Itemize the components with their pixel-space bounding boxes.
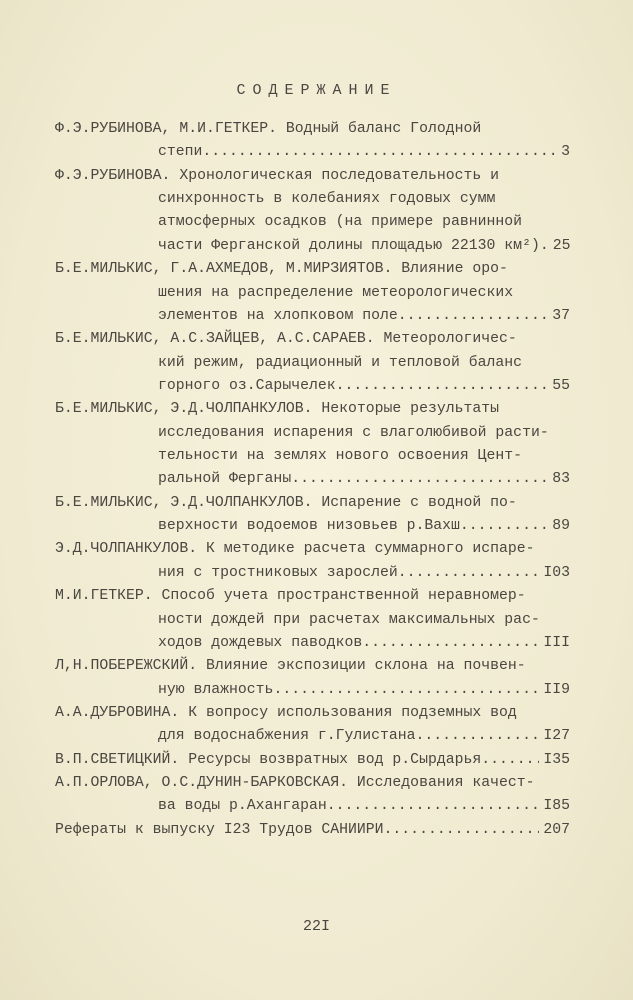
entry-page-number: 3 xyxy=(561,144,570,161)
toc-entry-line xyxy=(55,258,570,281)
toc-entry-line xyxy=(55,305,570,328)
toc-entry-line xyxy=(55,211,570,234)
contents-heading: СОДЕРЖАНИЕ xyxy=(236,82,397,99)
toc-entry-line xyxy=(55,118,570,141)
toc-entry-line xyxy=(55,772,570,795)
toc-entry xyxy=(55,702,570,749)
entry-text: А.П.ОРЛОВА, О.С.ДУНИН-БАРКОВСКАЯ. Исследования качест- xyxy=(55,775,535,792)
entry-page-number: III xyxy=(543,634,570,651)
dot-leader xyxy=(481,749,539,772)
entry-text: исследования испарения с влаголюбивой расти- xyxy=(158,424,549,441)
entry-text: ния с тростниковых зарослей xyxy=(158,564,398,581)
toc-entry xyxy=(55,118,570,165)
entry-text: ральной Ферганы xyxy=(158,471,292,488)
toc-entry-line xyxy=(55,165,570,188)
entry-text: Б.Е.МИЛЬКИС, Э.Д.ЧОЛПАНКУЛОВ. Некоторые результаты xyxy=(55,401,499,418)
entry-page-number: I03 xyxy=(543,564,570,581)
entry-page-number: II9 xyxy=(543,681,570,698)
toc-entry-line xyxy=(55,819,570,842)
entry-text: горного оз.Сарычелек xyxy=(158,377,336,394)
entry-text: А.А.ДУБРОВИНА. К вопросу использования подземных вод xyxy=(55,704,517,721)
entry-text: Л,Н.ПОБЕРЕЖСКИЙ. Влияние экспозиции склона на почвен- xyxy=(55,658,526,675)
entry-page-number: 207 xyxy=(543,821,570,838)
toc-entry-line xyxy=(55,282,570,305)
entry-page-number: I35 xyxy=(543,751,570,768)
toc-entry-line xyxy=(55,585,570,608)
toc-entry-line xyxy=(55,188,570,211)
toc-entry-line xyxy=(55,725,570,748)
entry-text: Ф.Э.РУБИНОВА, М.И.ГЕТКЕР. Водный баланс Голодной xyxy=(55,121,482,137)
dot-leader xyxy=(327,795,540,818)
entry-text: шения на распределение метеорологических xyxy=(158,284,514,301)
toc-entry-line xyxy=(55,562,570,585)
toc-entry-line xyxy=(55,702,570,725)
toc-entry-line xyxy=(55,375,570,398)
dot-leader xyxy=(398,305,548,328)
entry-text: Б.Е.МИЛЬКИС, Г.А.АХМЕДОВ, М.МИРЗИЯТОВ. Влияние оро- xyxy=(55,261,508,278)
dot-leader xyxy=(291,468,548,491)
entry-text: Э.Д.ЧОЛПАНКУЛОВ. К методике расчета суммарного испаре- xyxy=(55,541,535,558)
toc-entry-line xyxy=(55,445,570,468)
entry-text: кий режим, радиационный и тепловой баланс xyxy=(158,354,523,371)
entry-text: тельности на землях нового освоения Цент- xyxy=(158,448,523,465)
entry-text: части Ферганской долины площадью 22130 км²). xyxy=(158,237,549,254)
toc-entry-line xyxy=(55,468,570,491)
entry-page-number: 25 xyxy=(552,237,571,254)
dot-leader xyxy=(384,819,540,842)
toc-entry xyxy=(55,258,570,328)
entry-text: ности дождей при расчетах максимальных рас- xyxy=(158,611,540,628)
toc-entry-line xyxy=(55,632,570,655)
toc-entry xyxy=(55,328,570,398)
table-of-contents xyxy=(55,118,570,842)
entry-text: ходов дождевых паводков xyxy=(158,634,363,651)
toc-entry-line xyxy=(55,398,570,421)
entry-text: ва воды р.Ахангаран xyxy=(158,798,327,815)
toc-entry-line xyxy=(55,655,570,678)
page-number: 22I xyxy=(302,918,330,935)
toc-entry-line xyxy=(55,492,570,515)
entry-text: М.И.ГЕТКЕР. Способ учета пространственной неравномер- xyxy=(55,588,526,605)
dot-leader xyxy=(336,375,549,398)
toc-entry-line xyxy=(55,352,570,375)
toc-entry-line xyxy=(55,609,570,632)
toc-entry-line xyxy=(55,538,570,561)
entry-text: ную влажность xyxy=(158,681,274,698)
entry-text: элементов на хлопковом поле xyxy=(158,307,398,324)
entry-text: верхности водоемов низовьев р.Вахш xyxy=(158,518,460,535)
entry-page-number: 55 xyxy=(552,377,570,394)
entry-text: Б.Е.МИЛЬКИС, А.С.ЗАЙЦЕВ, А.С.САРАЕВ. Метеорологичес- xyxy=(55,331,517,348)
toc-entry-line xyxy=(55,422,570,445)
toc-entry xyxy=(55,538,570,585)
toc-entry xyxy=(55,655,570,702)
toc-entry xyxy=(55,585,570,655)
entry-text: В.П.СВЕТИЦКИЙ. Ресурсы возвратных вод р.Сырдарья xyxy=(55,751,482,768)
entry-page-number: 89 xyxy=(552,518,570,535)
entry-text: для водоснабжения г.Гулистана xyxy=(158,728,416,745)
toc-entry-line xyxy=(55,328,570,351)
entry-text: Б.Е.МИЛЬКИС, Э.Д.ЧОЛПАНКУЛОВ. Испарение с водной по- xyxy=(55,494,517,511)
dot-leader xyxy=(398,562,540,585)
dot-leader xyxy=(202,141,557,164)
toc-entry xyxy=(55,398,570,491)
toc-entry xyxy=(55,492,570,539)
dot-leader xyxy=(362,632,539,655)
toc-entry-line xyxy=(55,141,570,164)
entry-page-number: 37 xyxy=(552,307,570,324)
toc-entry xyxy=(55,772,570,819)
dot-leader xyxy=(273,679,539,702)
dot-leader xyxy=(416,725,540,748)
toc-entry-line xyxy=(55,679,570,702)
toc-entry-line xyxy=(55,795,570,818)
toc-entry xyxy=(55,165,570,258)
toc-entry-line xyxy=(55,749,570,772)
entry-text: атмосферных осадков (на примере равнинной xyxy=(158,214,523,231)
dot-leader xyxy=(460,515,548,538)
toc-entry xyxy=(55,749,570,772)
entry-page-number: 83 xyxy=(552,471,570,488)
entry-page-number: I85 xyxy=(543,798,570,815)
toc-entry-line xyxy=(55,235,570,258)
entry-page-number: I27 xyxy=(543,728,570,745)
entry-text: степи xyxy=(158,144,203,161)
toc-entry xyxy=(55,819,570,842)
entry-text: Рефераты к выпуску I23 Трудов САНИИРИ xyxy=(55,821,384,838)
toc-entry-line xyxy=(55,515,570,538)
entry-text: Ф.Э.РУБИНОВА. Хронологическая последовательность и xyxy=(55,167,499,184)
entry-text: синхронность в колебаниях годовых сумм xyxy=(158,191,496,208)
